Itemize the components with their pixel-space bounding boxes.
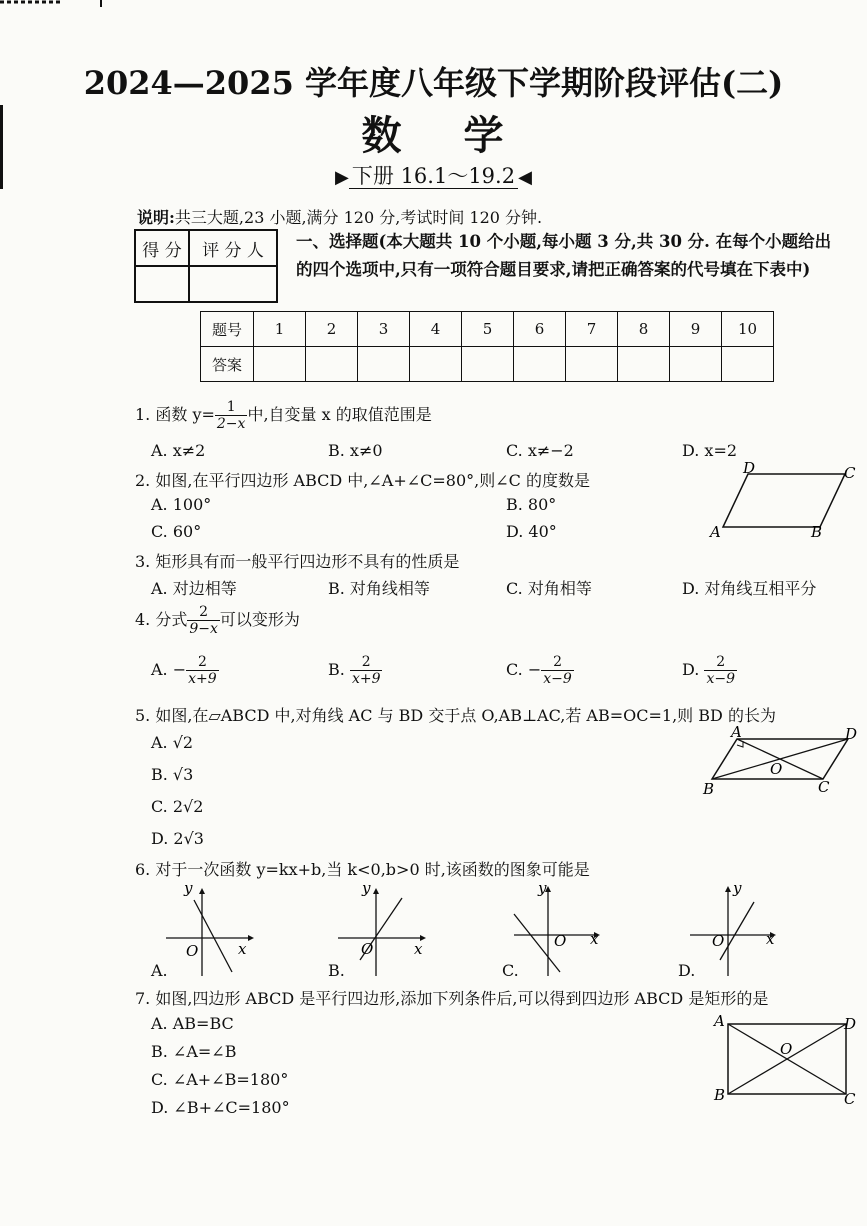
question-number-label: 题号 [201,312,254,347]
question-2: 2. 如图,在平行四边形 ABCD 中,∠A+∠C=80°,则∠C 的度数是 [135,471,590,490]
label-a: A [710,523,721,541]
answer-cell[interactable] [410,347,462,382]
q4-option-b[interactable]: B. $\frac{2}{x+9}$ [328,654,381,687]
svg-text:O: O [712,932,725,950]
label-o: O [780,1040,793,1058]
q4-option-a[interactable]: A. − $\frac{2}{x+9}$ [151,654,217,687]
question-number-cell: 4 [410,312,462,347]
grader-cell[interactable] [189,266,277,302]
question-number-cell: 1 [254,312,306,347]
label-c: C [818,778,830,796]
q2-option-d[interactable]: D. 40° [506,522,557,541]
q5-option-b[interactable]: B. √3 [151,765,194,784]
svg-text:x: x [414,940,423,958]
answer-cell[interactable] [358,347,410,382]
label-b: B [811,523,823,541]
q1-option-c[interactable]: C. x≠−2 [506,441,574,460]
score-label: 得 分 [135,230,189,266]
answer-table [200,311,774,382]
answer-cell[interactable] [514,347,566,382]
svg-text:y: y [538,880,547,897]
svg-text:x: x [590,930,599,948]
q3-option-a[interactable]: A. 对边相等 [151,579,237,598]
q2-option-a[interactable]: A. 100° [151,495,212,514]
question-4: 4. 分式 $\frac{2}{9-x}$ 可以变形为 [135,604,300,637]
label-d: D [743,462,756,477]
label-c: C [844,1090,856,1108]
question-5: 5. 如图,在▱ABCD 中,对角线 AC 与 BD 交于点 O,AB⊥AC,若 AB=OC=1,则 BD 的长为 [135,706,776,725]
triangle-right-icon: ▶ [335,167,349,188]
svg-text:O: O [361,940,374,958]
label-a: A [714,1012,725,1030]
label-d: D [844,1015,857,1033]
question-number-cell: 9 [670,312,722,347]
q5-parallelogram-figure [700,726,862,798]
q4-option-c[interactable]: C. − $\frac{2}{x-9}$ [506,654,572,687]
answer-label: 答案 [201,347,254,382]
q5-option-c[interactable]: C. 2√2 [151,797,204,816]
q6-graph-c [508,880,608,980]
question-number-cell: 2 [306,312,358,347]
label-d: D [845,726,858,743]
label-b: B [714,1086,726,1104]
q3-option-d[interactable]: D. 对角线互相平分 [682,579,817,598]
question-7: 7. 如图,四边形 ABCD 是平行四边形,添加下列条件后,可以得到四边形 ABCD 是矩形的是 [135,989,769,1008]
question-1: 1. 函数 y= $\frac{1}{2-x}$ 中,自变量 x 的取值范围是 [135,399,432,432]
q6-graph-d [686,880,786,980]
q6-option-b[interactable]: B. [328,961,345,980]
exam-note: 说明:共三大题,23 小题,满分 120 分,考试时间 120 分钟. [137,208,543,227]
score-cell[interactable] [135,266,189,302]
q7-option-d[interactable]: D. ∠B+∠C=180° [151,1098,290,1117]
q6-option-a[interactable]: A. [151,961,168,980]
q6-option-c[interactable]: C. [502,961,519,980]
svg-text:y: y [184,880,193,897]
svg-text:y: y [733,880,742,897]
question-number-cell: 10 [722,312,774,347]
answer-cell[interactable] [566,347,618,382]
q2-option-c[interactable]: C. 60° [151,522,202,541]
q6-option-d[interactable]: D. [678,961,696,980]
question-number-cell: 7 [566,312,618,347]
q3-option-b[interactable]: B. 对角线相等 [328,579,430,598]
score-table [134,229,278,303]
q5-option-a[interactable]: A. √2 [151,733,194,752]
q1-option-a[interactable]: A. x≠2 [151,441,206,460]
svg-text:x: x [766,930,775,948]
answer-cell[interactable] [722,347,774,382]
subject-title: 数学 [361,112,566,159]
question-3: 3. 矩形具有而一般平行四边形不具有的性质是 [135,552,460,571]
q2-option-b[interactable]: B. 80° [506,495,557,514]
answer-cell[interactable] [670,347,722,382]
q1-option-b[interactable]: B. x≠0 [328,441,383,460]
q3-option-c[interactable]: C. 对角相等 [506,579,592,598]
question-number-cell: 6 [514,312,566,347]
q1-option-d[interactable]: D. x=2 [682,441,738,460]
svg-text:O: O [554,932,567,950]
q7-option-a[interactable]: A. AB=BC [151,1014,234,1033]
q7-rectangle-figure [710,1012,862,1108]
q7-option-b[interactable]: B. ∠A=∠B [151,1042,237,1061]
grader-label: 评 分 人 [189,230,277,266]
q2-parallelogram-figure [705,462,865,542]
answer-cell[interactable] [618,347,670,382]
label-o: O [770,760,783,778]
q7-option-c[interactable]: C. ∠A+∠B=180° [151,1070,289,1089]
q5-option-d[interactable]: D. 2√3 [151,829,204,848]
question-number-cell: 8 [618,312,670,347]
answer-cell[interactable] [306,347,358,382]
label-c: C [844,464,856,482]
page-title: 2024—2025 学年度八年级下学期阶段评估(二) [83,64,784,102]
section-title: 一、选择题(本大题共 10 个小题,每小题 3 分,共 30 分. 在每个小题给出的四个选项中,只有一项符合题目要求,请把正确答案的代号填在下表中) [296,232,832,279]
question-6: 6. 对于一次函数 y=kx+b,当 k<0,b>0 时,该函数的图象可能是 [135,860,590,879]
q6-graph-a [160,880,260,980]
q6-graph-b [334,880,434,980]
question-number-cell: 5 [462,312,514,347]
triangle-left-icon: ◀ [518,167,532,188]
svg-text:y: y [362,880,371,897]
question-number-cell: 3 [358,312,410,347]
fraction: $\frac{1}{2-x}$ [216,399,246,432]
top-edge-marks [0,0,115,7]
label-a: A [731,726,742,741]
answer-cell[interactable] [254,347,306,382]
textbook-range: ▶ 下册 16.1～19.2 ◀ [335,164,532,188]
fraction: $\frac{2}{9-x}$ [189,604,218,637]
q4-option-d[interactable]: D. $\frac{2}{x-9}$ [682,654,735,687]
answer-cell[interactable] [462,347,514,382]
svg-text:O: O [186,942,199,960]
label-b: B [703,780,715,798]
svg-text:x: x [238,940,247,958]
